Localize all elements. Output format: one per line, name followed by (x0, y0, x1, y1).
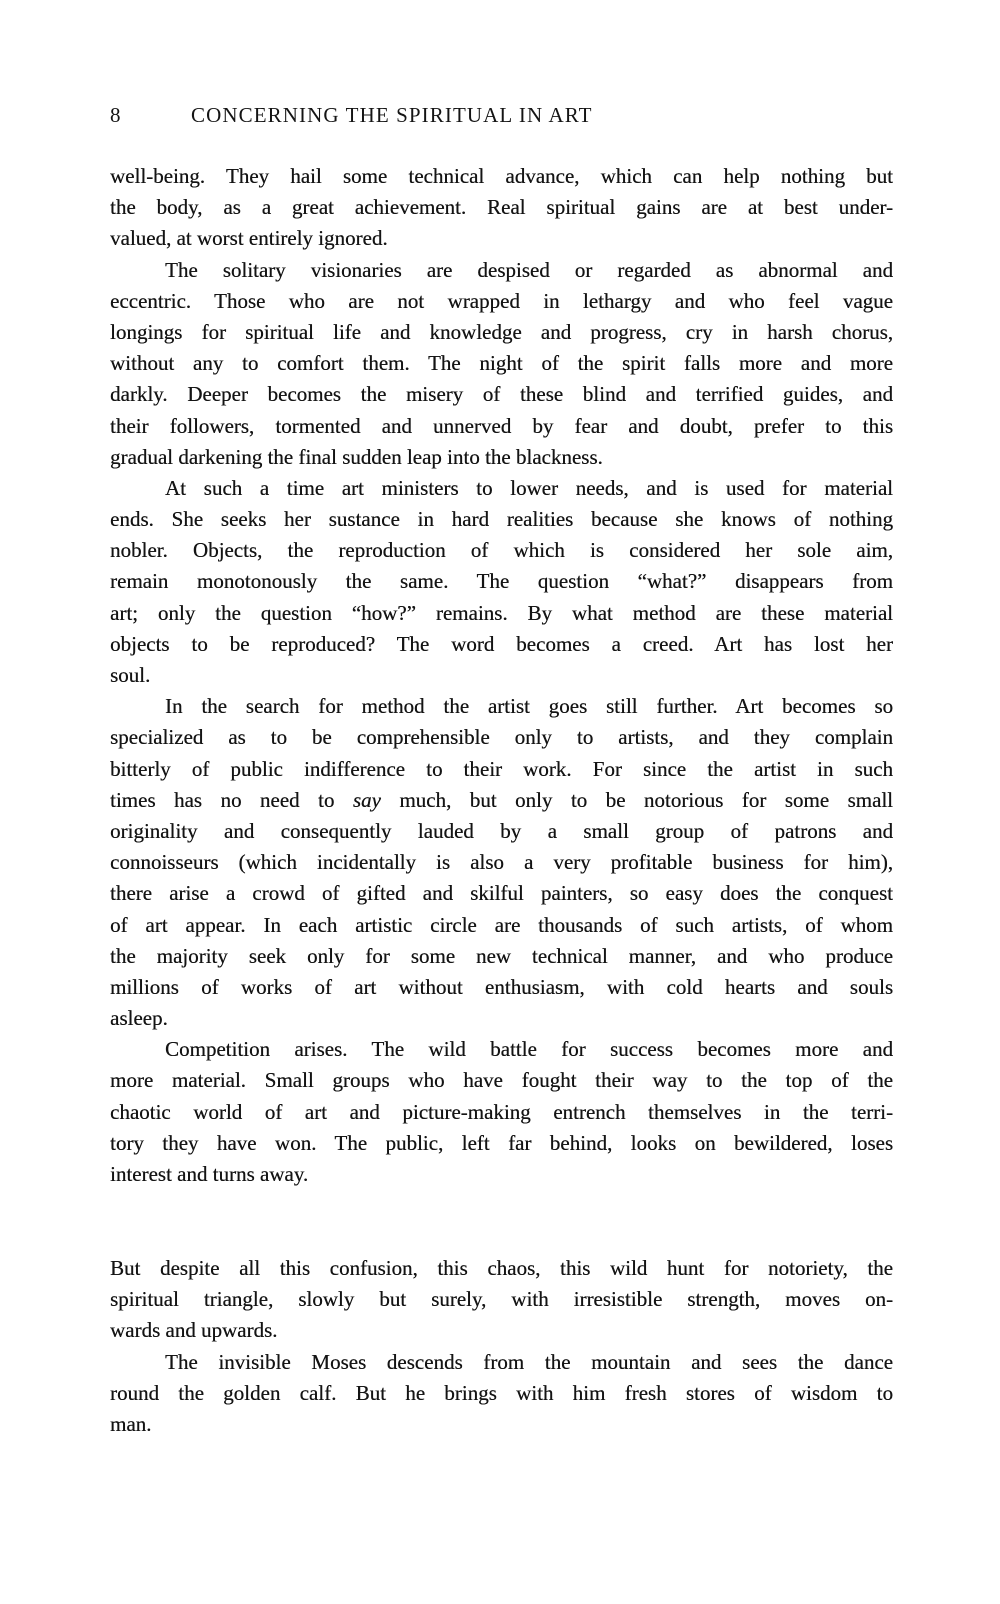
text-line: the majority seek only for some new technical manner, and who produce (110, 943, 893, 968)
italic-word: say (352, 787, 381, 812)
text-line: valued, at worst entirely ignored. (110, 226, 388, 251)
text-line: The solitary visionaries are despised or regarded as abnormal and (165, 257, 893, 282)
text-line: In the search for method the artist goes still further. Art becomes so (165, 694, 893, 719)
text-line: eccentric. Those who are not wrapped in lethargy and who feel vague (110, 288, 893, 313)
running-title: CONCERNING THE SPIRITUAL IN ART (191, 103, 593, 127)
text-line: objects to be reproduced? The word becomes a creed. Art has lost her (110, 631, 893, 656)
text-line: The invisible Moses descends from the mountain and sees the dance (165, 1349, 893, 1374)
text-line: asleep. (110, 1006, 168, 1031)
text-line: soul. (110, 663, 151, 687)
text-line: specialized as to be comprehensible only to artists, and they complain (110, 725, 893, 750)
paragraph (110, 691, 893, 1034)
text-line (110, 785, 893, 816)
text-line: ends. She seeks her sustance in hard realities because she knows of nothing (110, 507, 893, 532)
text-line: interest and turns away. (110, 1162, 309, 1186)
text-line: art; only the question “how?” remains. By what method are these material (110, 600, 893, 625)
text-section-main (110, 161, 893, 1190)
text-line: well-being. They hail some technical advance, which can help nothing but (110, 164, 893, 188)
text-line: tory they have won. The public, left far behind, looks on bewildered, loses (110, 1130, 893, 1155)
text-line: round the golden calf. But he brings with him fresh stores of wisdom to (110, 1380, 893, 1405)
text-line: their followers, tormented and unnerved by fear and doubt, prefer to this (110, 413, 893, 438)
text-section-closing (110, 1253, 893, 1440)
text-line: Competition arises. The wild battle for success becomes more and (165, 1037, 893, 1062)
text-line: darkly. Deeper becomes the misery of these blind and terrified guides, and (110, 382, 893, 407)
text-line: bitterly of public indifference to their work. For since the artist in such (110, 756, 893, 781)
text-line: wards and upwards. (110, 1318, 278, 1343)
running-header (110, 105, 893, 131)
text-line: man. (110, 1411, 152, 1436)
text-run: much, but only to be notorious for some small (380, 787, 893, 812)
text-line: connoisseurs (which incidentally is also a very profitable business for him), (110, 850, 893, 875)
text-line: chaotic world of art and picture-making entrench themselves in the terri- (110, 1099, 893, 1124)
text-line: But despite all this confusion, this chaos, this wild hunt for notoriety, the (110, 1256, 893, 1280)
text-line: the body, as a great achievement. Real spiritual gains are at best under- (110, 195, 893, 220)
paragraph (110, 1034, 893, 1190)
text-line: remain monotonously the same. The question “what?” disappears from (110, 569, 893, 594)
text-line: millions of works of art without enthusiasm, with cold hearts and souls (110, 974, 893, 999)
text-run: times has no need to (110, 787, 353, 812)
text-line: there arise a crowd of gifted and skilful painters, so easy does the conquest (110, 881, 893, 906)
text-line: gradual darkening the final sudden leap into the blackness. (110, 444, 603, 469)
paragraph (110, 255, 893, 473)
paragraph (110, 473, 893, 691)
text-line: longings for spiritual life and knowledge and progress, cry in harsh chorus, (110, 319, 893, 344)
page-number: 8 (110, 103, 121, 127)
paragraph (110, 161, 893, 255)
text-line: originality and consequently lauded by a small group of patrons and (110, 818, 893, 843)
text-line: more material. Small groups who have fought their way to the top of the (110, 1068, 893, 1093)
text-line: nobler. Objects, the reproduction of which is considered her sole aim, (110, 538, 893, 563)
paragraph (110, 1253, 893, 1347)
text-line: At such a time art ministers to lower needs, and is used for material (165, 475, 893, 500)
text-line: without any to comfort them. The night of the spirit falls more and more (110, 351, 893, 376)
paragraph (110, 1347, 893, 1441)
text-line: spiritual triangle, slowly but surely, with irresistible strength, moves on- (110, 1287, 893, 1312)
text-line: of art appear. In each artistic circle are thousands of such artists, of whom (110, 912, 893, 937)
